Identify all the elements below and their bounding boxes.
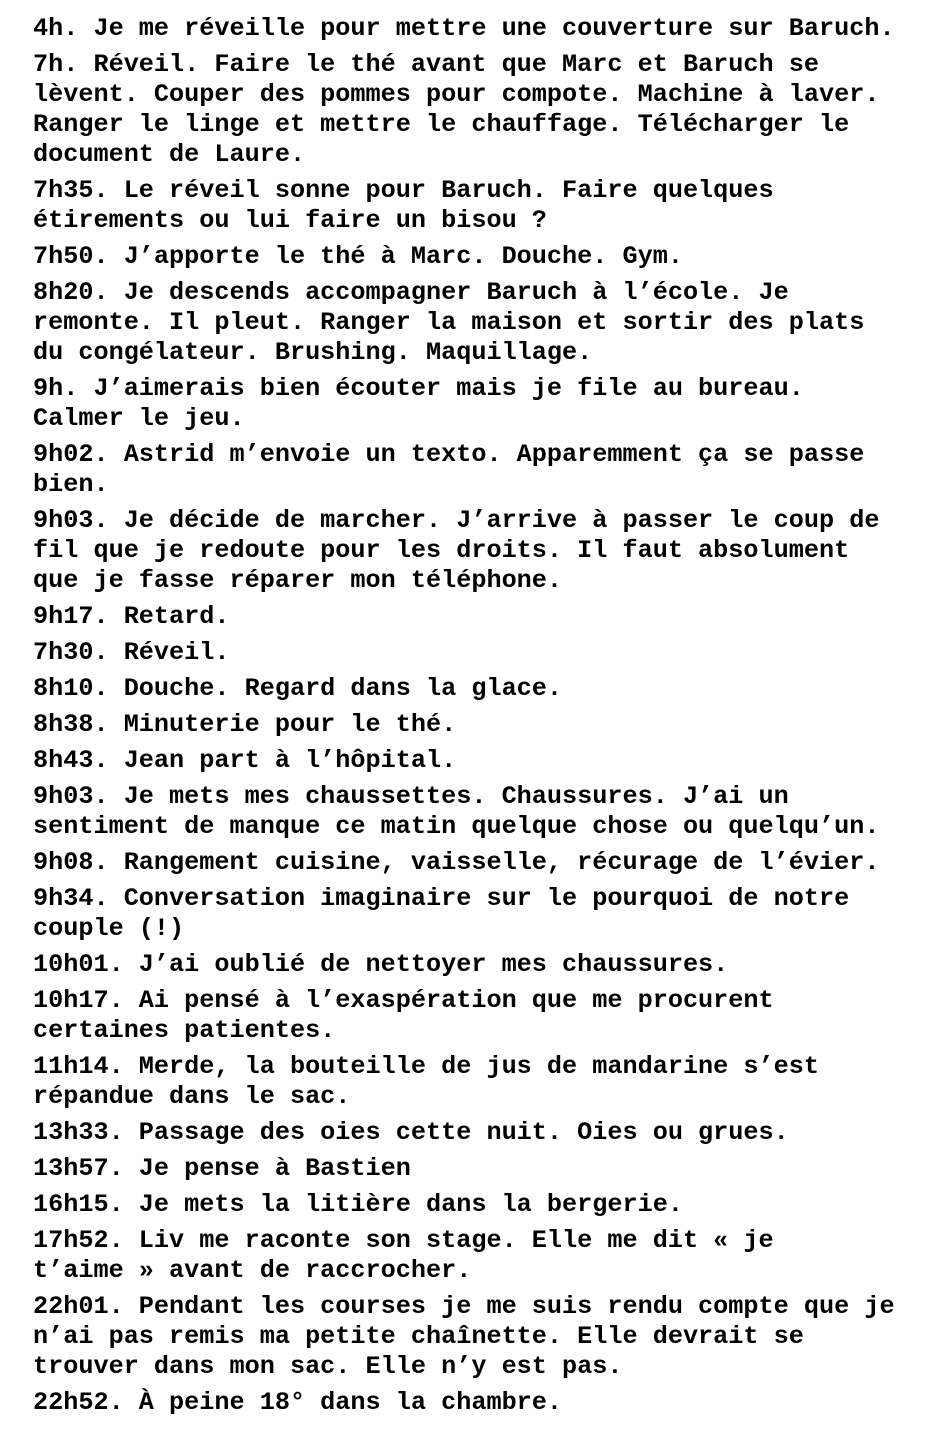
journal-entry: 9h. J’aimerais bien écouter mais je file au bureau. Calmer le jeu. [33,374,804,433]
journal-entry: 9h08. Rangement cuisine, vaisselle, récurage de l’évier. [33,848,880,877]
journal-entry: 7h50. J’apporte le thé à Marc. Douche. Gym. [33,242,683,271]
journal-entry: 9h03. Je décide de marcher. J’arrive à passer le coup de fil que je redoute pour les droits. Il faut absolument que je fasse réparer mon téléphone. [33,506,880,595]
journal-entry: 10h17. Ai pensé à l’exaspération que me procurent certaines patientes. [33,986,774,1045]
journal-entry: 9h02. Astrid m’envoie un texto. Apparemment ça se passe bien. [33,440,865,499]
journal-entry: 9h03. Je mets mes chaussettes. Chaussures. J’ai un sentiment de manque ce matin quelque chose ou quelqu’un. [33,782,880,841]
journal-entry: 9h17. Retard. [33,602,230,631]
journal-entry: 8h20. Je descends accompagner Baruch à l’école. Je remonte. Il pleut. Ranger la maison et sortir des plats du congélateur. Brushing. Maquillage. [33,278,865,367]
journal-entry: 13h57. Je pense à Bastien [33,1154,411,1183]
journal-entry: 7h. Réveil. Faire le thé avant que Marc et Baruch se lèvent. Couper des pommes pour compote. Machine à laver. Ranger le linge et mettre le chauffage. Télécharger le document de Laure. [33,50,880,169]
journal-entry: 11h14. Merde, la bouteille de jus de mandarine s’est répandue dans le sac. [33,1052,819,1111]
journal-entry: 4h. Je me réveille pour mettre une couverture sur Baruch. [33,14,895,43]
journal-entry: 7h30. Réveil. [33,638,230,667]
journal-entry: 13h33. Passage des oies cette nuit. Oies ou grues. [33,1118,789,1147]
journal-entry: 10h01. J’ai oublié de nettoyer mes chaussures. [33,950,729,979]
journal-page [33,14,918,1424]
journal-entry: 8h38. Minuterie pour le thé. [33,710,457,739]
journal-entry: 9h34. Conversation imaginaire sur le pourquoi de notre couple (!) [33,884,850,943]
journal-entry: 8h43. Jean part à l’hôpital. [33,746,457,775]
journal-entry: 7h35. Le réveil sonne pour Baruch. Faire quelques étirements ou lui faire un bisou ? [33,176,774,235]
journal-entry: 8h10. Douche. Regard dans la glace. [33,674,563,703]
journal-entry: 22h01. Pendant les courses je me suis rendu compte que je n’ai pas remis ma petite chaînette. Elle devrait se trouver dans mon sac. Elle n’y est pas. [33,1292,895,1381]
journal-entry: 16h15. Je mets la litière dans la bergerie. [33,1190,683,1219]
journal-entry: 22h52. À peine 18° dans la chambre. [33,1388,563,1417]
journal-entry: 17h52. Liv me raconte son stage. Elle me dit « je t’aime » avant de raccrocher. [33,1226,774,1285]
